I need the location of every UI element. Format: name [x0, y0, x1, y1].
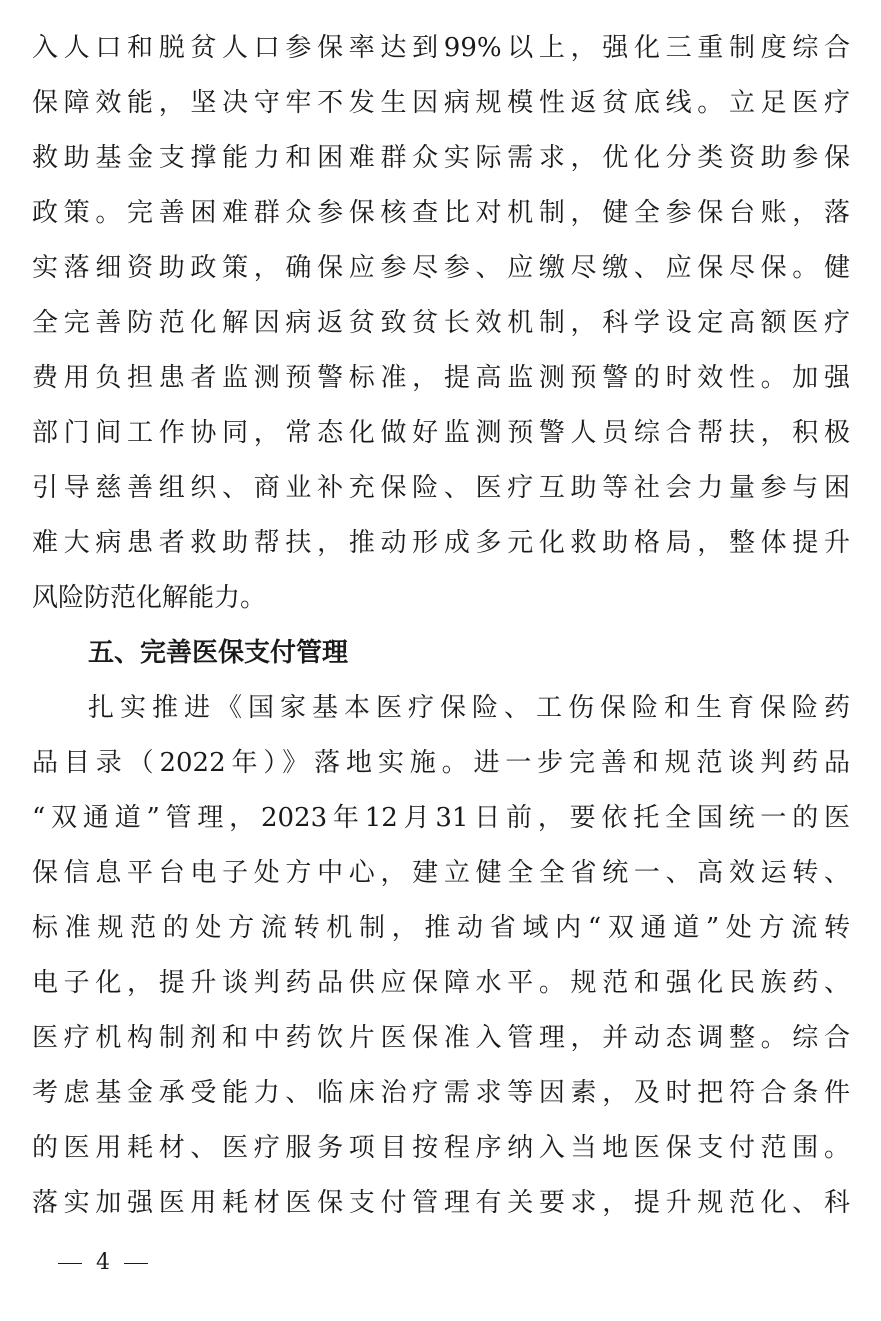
- body-line: 难大病患者救助帮扶，推动形成多元化救助格局，整体提升: [32, 528, 850, 558]
- body-line: “双通道”管理，2023年12月31日前，要依托全国统一的医: [32, 803, 850, 833]
- body-line: 医疗机构制剂和中药饮片医保准入管理，并动态调整。综合: [32, 1023, 850, 1053]
- body-line: 标准规范的处方流转机制，推动省域内“双通道”处方流转: [32, 913, 850, 943]
- body-line: 实落细资助政策，确保应参尽参、应缴尽缴、应保尽保。健: [32, 253, 850, 283]
- body-line: 费用负担患者监测预警标准，提高监测预警的时效性。加强: [32, 363, 850, 393]
- body-line: 部门间工作协同，常态化做好监测预警人员综合帮扶，积极: [32, 418, 850, 448]
- body-line: 保障效能，坚决守牢不发生因病规模性返贫底线。立足医疗: [32, 88, 850, 118]
- body-line: 保信息平台电子处方中心，建立健全全省统一、高效运转、: [32, 858, 850, 888]
- body-line: 入人口和脱贫人口参保率达到99%以上，强化三重制度综合: [32, 33, 850, 63]
- body-line: 扎实推进《国家基本医疗保险、工伤保险和生育保险药: [88, 693, 850, 723]
- body-line: 风险防范化解能力。: [32, 583, 267, 613]
- body-line: 品目录（2022年）》落地实施。进一步完善和规范谈判药品: [32, 748, 850, 778]
- section-heading: 五、完善医保支付管理: [88, 638, 349, 668]
- body-line: 考虑基金承受能力、临床治疗需求等因素，及时把符合条件: [32, 1078, 850, 1108]
- page-footer: [58, 1248, 148, 1278]
- body-line: 的医用耗材、医疗服务项目按程序纳入当地医保支付范围。: [32, 1133, 850, 1163]
- body-line: 救助基金支撑能力和困难群众实际需求，优化分类资助参保: [32, 143, 850, 173]
- page-number: 4: [96, 1250, 110, 1275]
- footer-dash-right: [124, 1263, 148, 1264]
- body-line: 政策。完善困难群众参保核查比对机制，健全参保台账，落: [32, 198, 850, 228]
- body-line: 全完善防范化解因病返贫致贫长效机制，科学设定高额医疗: [32, 308, 850, 338]
- body-line: 电子化，提升谈判药品供应保障水平。规范和强化民族药、: [32, 968, 850, 998]
- footer-dash-left: [58, 1263, 82, 1264]
- body-line: 引导慈善组织、商业补充保险、医疗互助等社会力量参与困: [32, 473, 850, 503]
- body-line: 落实加强医用耗材医保支付管理有关要求，提升规范化、科: [32, 1188, 850, 1218]
